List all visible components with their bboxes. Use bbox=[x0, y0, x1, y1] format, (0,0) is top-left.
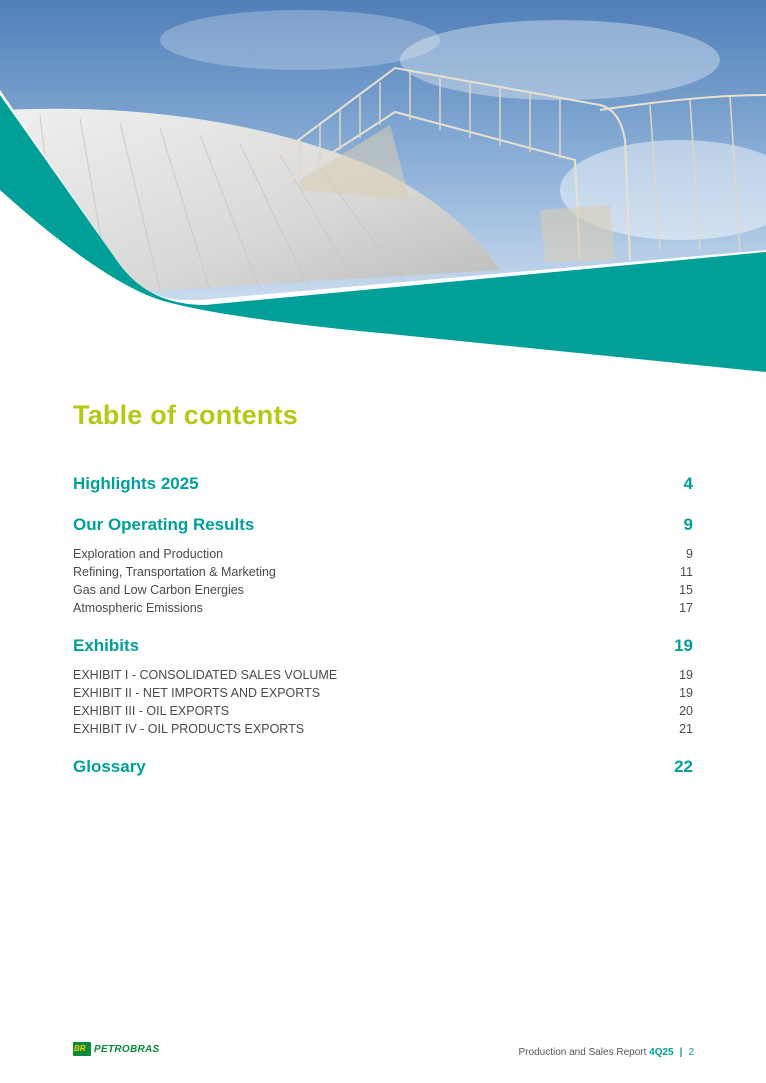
toc-section-glossary[interactable] bbox=[73, 757, 693, 781]
toc-item-page: 20 bbox=[679, 704, 693, 718]
footer-separator: | bbox=[679, 1047, 683, 1058]
toc-item[interactable] bbox=[73, 666, 693, 684]
toc-item-page: 9 bbox=[686, 547, 693, 561]
toc-section-title[interactable]: Glossary bbox=[73, 757, 146, 776]
toc-section-page: 4 bbox=[683, 474, 693, 493]
toc-item-label[interactable]: Refining, Transportation & Marketing bbox=[73, 565, 276, 579]
petrobras-logo bbox=[73, 1042, 159, 1056]
cover-photo bbox=[0, 0, 766, 380]
toc-section-operating-results[interactable] bbox=[73, 515, 693, 617]
toc-section-page: 22 bbox=[674, 757, 693, 776]
toc-item-page: 21 bbox=[679, 722, 693, 736]
toc-section-title[interactable]: Highlights 2025 bbox=[73, 474, 199, 493]
logo-wordmark: PETROBRAS bbox=[94, 1043, 160, 1055]
report-label bbox=[519, 1047, 674, 1058]
toc-item-label[interactable]: EXHIBIT II - NET IMPORTS AND EXPORTS bbox=[73, 686, 321, 700]
toc-item[interactable] bbox=[73, 720, 693, 738]
toc-item-label[interactable]: Atmospheric Emissions bbox=[73, 601, 203, 615]
toc-item[interactable] bbox=[73, 581, 693, 599]
logo-mark-text: BR bbox=[74, 1044, 86, 1053]
toc-item-page: 19 bbox=[679, 686, 693, 700]
toc-item-label[interactable]: EXHIBIT IV - OIL PRODUCTS EXPORTS bbox=[73, 722, 305, 736]
toc-section-highlights[interactable] bbox=[73, 474, 693, 498]
toc-item-label[interactable]: EXHIBIT I - CONSOLIDATED SALES VOLUME bbox=[73, 668, 338, 682]
toc-item-page: 17 bbox=[679, 601, 693, 615]
page-title: Table of contents bbox=[73, 400, 298, 430]
page-footer bbox=[519, 1047, 694, 1058]
br-logo-icon bbox=[73, 1042, 91, 1056]
toc-item-page: 15 bbox=[679, 583, 693, 597]
toc-item-page: 11 bbox=[680, 565, 693, 579]
toc-item-page: 19 bbox=[679, 668, 693, 682]
toc-section-page: 9 bbox=[683, 515, 693, 534]
toc-item[interactable] bbox=[73, 684, 693, 702]
toc-item-label[interactable]: Gas and Low Carbon Energies bbox=[73, 583, 244, 597]
toc-section-title[interactable]: Exhibits bbox=[73, 636, 140, 655]
toc-item[interactable] bbox=[73, 599, 693, 617]
toc-section-exhibits[interactable] bbox=[73, 636, 693, 738]
toc-item-label[interactable]: Exploration and Production bbox=[73, 547, 224, 561]
page-number: 2 bbox=[688, 1047, 694, 1058]
toc-section-page: 19 bbox=[674, 636, 693, 655]
toc-item[interactable] bbox=[73, 563, 693, 581]
toc-section-title[interactable]: Our Operating Results bbox=[73, 515, 255, 534]
toc-item[interactable] bbox=[73, 545, 693, 563]
report-name: Production and Sales Report bbox=[518, 1047, 647, 1058]
toc-item[interactable] bbox=[73, 702, 693, 720]
report-period: 4Q25 bbox=[649, 1047, 674, 1058]
toc-item-label[interactable]: EXHIBIT III - OIL EXPORTS bbox=[73, 704, 230, 718]
